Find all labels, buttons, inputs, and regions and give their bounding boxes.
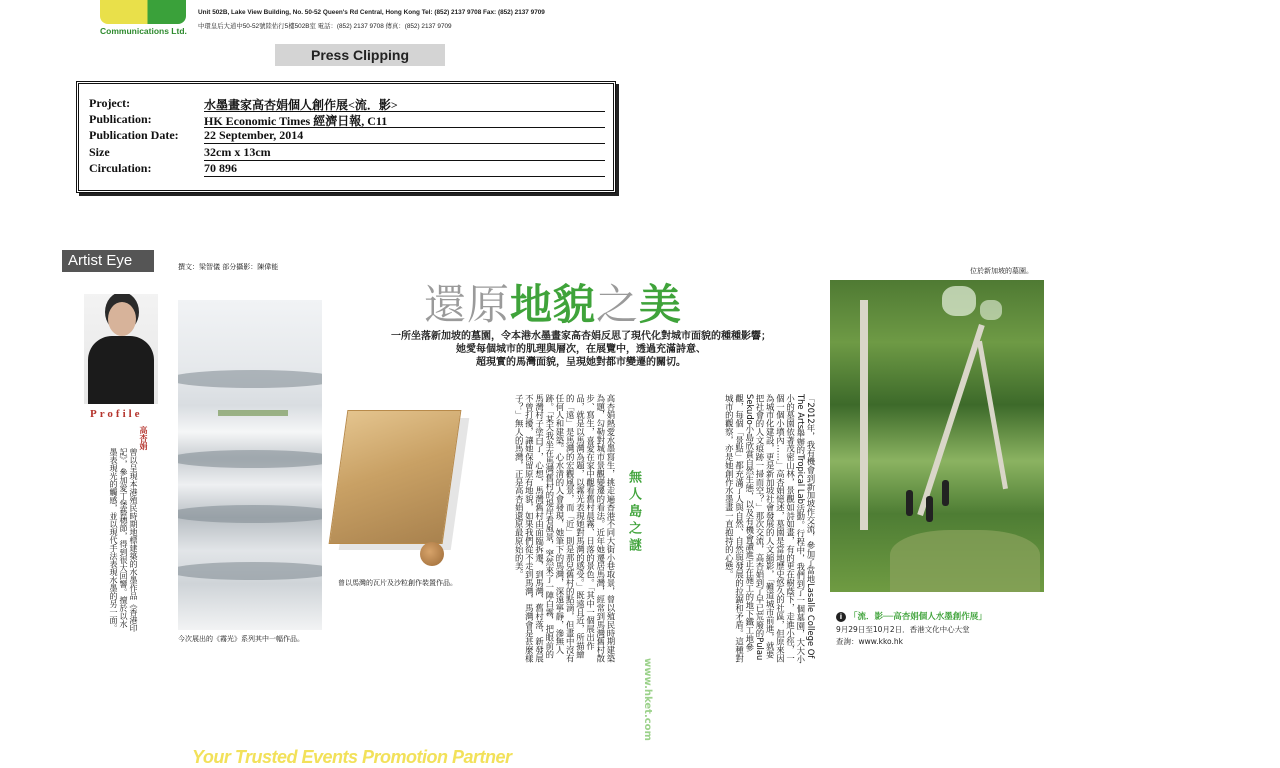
info-row-publication (89, 112, 605, 128)
article-headline (424, 272, 682, 332)
painting-ridge (178, 450, 322, 468)
painting-ridge (178, 562, 322, 580)
subsection-title: 無人島之謎 (626, 470, 641, 555)
photo-person (942, 480, 949, 506)
info-label: Publication: (89, 112, 152, 126)
profile-text: 曾以呈現本港殖民時期地標建築的水墨作品《香港印記》，參加愛丁堡藝穗節，得到很大回響。擅於以水墨表現光的觸感，並以現代手法表現水墨的另一面。 (109, 448, 138, 632)
painting-caption: 今次展出的《霧光》系列其中一幅作品。 (178, 635, 304, 643)
logo-mark (100, 0, 186, 24)
info-label: Size (89, 145, 110, 159)
info-row-size (89, 145, 605, 161)
site-watermark: www.hket.com (642, 658, 653, 741)
address-zh: 中環皇后大道中50-52號陸佑行5樓502B室 電話：(852) 2137 9708 傳真：(852) 2137 9709 (198, 23, 452, 30)
info-row-date (89, 128, 605, 144)
info-label: Project: (89, 96, 131, 110)
event-date: 9月29日至10月2日．香港文化中心大堂 (836, 625, 970, 634)
subhead-line: 一所坐落新加坡的墓園，令本港水墨畫家高杏娟反思了現代化對城市面貌的種種影響； (391, 331, 771, 342)
body-column-right: 「2012年，我有機會到新加坡作交流，參加了當地Lasalle College Of The Arts舉辦的Tropical Lab活動。行程中，我們到了一個墓園，大大小小的墓園依著茂密山林，景觀如詩如畫，有的更在樹蔭下，走進小徑，一個一個小墳內……」高杏娟憶述，墓園是當地歷史悠久的社區，但原來因為城市化建設，更是新加坡社會發展的人文縮影，「難道城市前進，就要把社會的人文痕跡一掃而空？」那次交流，高杏娟到了早已荒廢的Pulau Sekudo小島欣賞自然生態，以及有機會讀進正在施工的地下鐵工地參觀，每個「景點」都充滿了人與自然、自然與發展的拉鋸和矛盾。這種對城市的觀察，亦是她創作水墨畫一直抱持的心態。 (724, 394, 816, 664)
tree-trunk (917, 324, 985, 516)
ink-painting-image (178, 300, 322, 630)
headline-part: 美 (639, 280, 683, 329)
event-title-text: 「流．影──高杏娟個人水墨創作展」 (849, 612, 987, 622)
profile-label: Profile (90, 408, 143, 420)
forest-photo-caption: 位於新加坡的墓園。 (970, 267, 1033, 275)
artist-portrait (84, 294, 158, 404)
tree-trunk (977, 341, 1008, 490)
clipping-info-box (76, 81, 616, 193)
headline-part: 地貌 (510, 280, 597, 329)
newspaper-article (56, 248, 1056, 741)
address-en: Unit 502B, Lake View Building, No. 50-52 Queen's Rd Central, Hong Kong Tel: (852) 2137 9708 Fax: (852) 2137 9709 (198, 9, 545, 16)
info-row-project (89, 96, 605, 112)
tree-trunk (860, 300, 868, 530)
sand-coin-image (420, 542, 444, 566)
info-value: 22 September, 2014 (204, 128, 605, 144)
info-value: 70 896 (204, 161, 605, 177)
info-icon: i (836, 612, 846, 622)
profile-name: 高杏娟 (139, 426, 148, 450)
painting-ridge (178, 505, 322, 523)
info-label: Publication Date: (89, 128, 179, 142)
info-label: Circulation: (89, 161, 152, 175)
event-website: 查詢：www.kko.hk (836, 637, 903, 646)
photo-person (926, 496, 933, 522)
info-value: HK Economic Times 經濟日報, C11 (204, 112, 605, 128)
subhead-line: 她愛每個城市的肌理與層次，在展覽中，透過充滿詩意、 (456, 344, 706, 355)
info-row-circulation (89, 161, 605, 177)
photo-sky (942, 286, 976, 316)
event-title (836, 610, 987, 622)
info-value: 水墨畫家高杏娟個人創作展<流．影> (204, 96, 605, 112)
tile-installation-image (329, 410, 462, 544)
section-tag: Artist Eye (62, 250, 154, 272)
painting-ridge (178, 370, 322, 388)
press-clipping-title: Press Clipping (275, 44, 445, 66)
headline-part: 還原 (424, 280, 511, 329)
photo-sky (980, 300, 1002, 320)
footer-tagline: Your Trusted Events Promotion Partner (192, 747, 512, 767)
portrait-body (88, 336, 154, 404)
headline-part: 之 (596, 280, 640, 329)
company-logo (96, 0, 192, 40)
info-value: 32cm x 13cm (204, 145, 605, 161)
painting-foliage (218, 410, 288, 416)
photo-path (890, 530, 1040, 592)
subhead-line: 超現實的馬灣面貌，呈現她對都市變遷的關切。 (476, 357, 686, 368)
tile-caption: 曾以馬灣的瓦片及沙粒創作裝置作品。 (338, 579, 457, 587)
cemetery-forest-photo (830, 280, 1044, 592)
body-column-left: 高杏娟熱愛水墨寫生，挑走遍香港不同大街小巷取景，曾以殖民時期建築為題，勾勒對城市景觀變遷的看法。近年她遷居馬灣，經常到馬灣舊村散步、寫生，喜愛在家中觀看舊村晨霧、日落的景色。「其中一個展出作品，就是以馬灣為題，以霧光表現她對馬灣的感受。」既遠且近，所描繪的「遠」是馬灣的宏觀風景，而「近」則是那兒舊村的點滴，但畫中沒有任何人和建築。心水清的人會發現，她筆下的馬灣，深遠寧靜，滲無人跡。「某天我坐在馬灣舊村的堤岸看風景，突然來了一陣白霧，把眼前的馬灣村子塗白了，心想，馬灣舊村由面臨拆遷，到馬灣、舊村落，新發展不曾打擾，讓她保留原有地貌，如果我們從不走到馬灣，馬灣會是甚麼樣子？」無人的馬灣，正是高杏娟還原最原始的美。 (514, 394, 616, 663)
logo-text: Communications Ltd. (100, 26, 187, 36)
portrait-head (108, 302, 136, 336)
byline: 撰文：梁智儀 部分攝影：陳偉能 (178, 263, 279, 271)
article-subhead (346, 330, 816, 369)
photo-person (906, 490, 913, 516)
